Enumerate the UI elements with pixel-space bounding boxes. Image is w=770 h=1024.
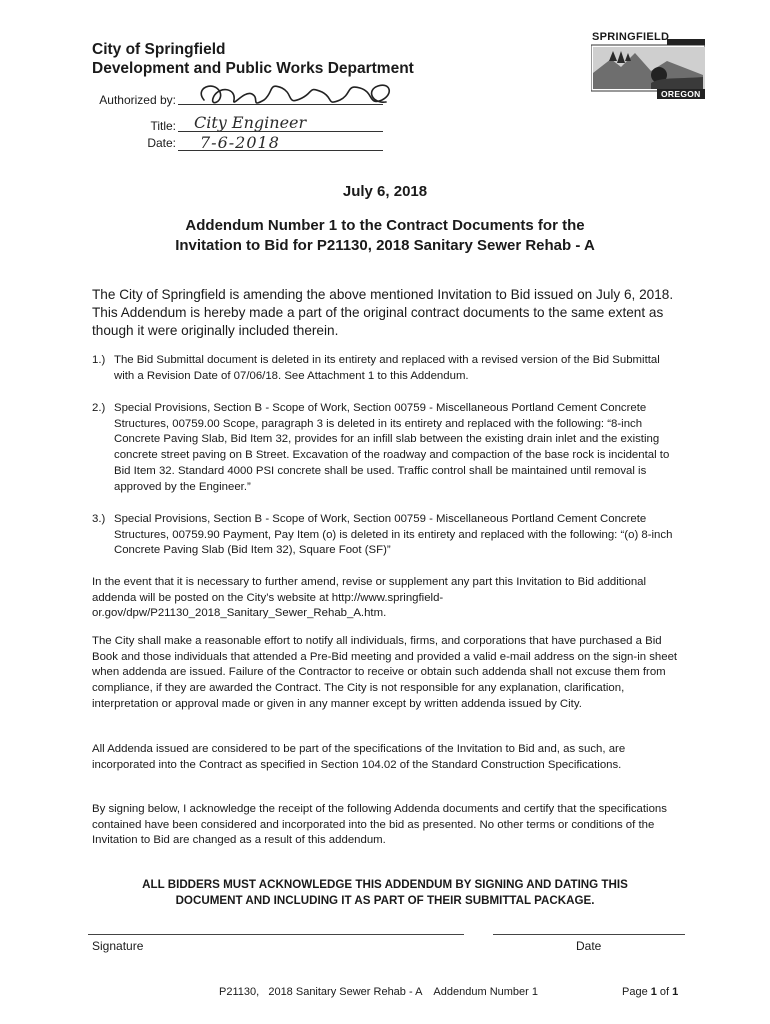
notification-paragraph: The City shall make a reasonable effort to notify all individuals, firms, and corporations that have purchased a Bid Book and those individuals that attended a Pre-Bid meeting and provided a valid e-mail address on the sign-in sheet when addenda are issued. Failure of the Contractor to receive or obtain such addenda shall not excuse them from compliance, if they are awarded the Contract. The City is not responsible for any explanation, clarification, interpretation or approval made or given in any manner except by written addenda issued by City. [92,635,678,710]
signing-paragraph: By signing below, I acknowledge the receipt of the following Addenda documents and certify that the specifications contained have been considered and incorporated into the bid as presented. No other terms or conditions of the Invitation to Bid are changed as a result of this addendum. [92,803,667,847]
bidders-notice-line-1: ALL BIDDERS MUST ACKNOWLEDGE THIS ADDENDUM BY SIGNING AND DATING THIS [142,878,628,891]
date-value: 7-6-2018 [200,133,280,152]
org-header [92,40,414,78]
document-date: July 6, 2018 [342,183,428,200]
item-number: 1.) [92,354,106,366]
date-sign-label: Date [576,939,602,953]
addendum-item-1 [92,353,682,384]
logo-text-oregon: OREGON [661,89,701,99]
handwritten-signature [190,78,410,114]
document-title-line-2: Invitation to Bid for P21130, 2018 Sanitary Sewer Rehab - A [175,237,595,254]
item-number: 2.) [92,402,106,414]
item-number: 3.) [92,513,106,525]
signature-label: Signature [92,939,144,953]
springfield-oregon-logo [591,31,705,99]
website-paragraph: In the event that it is necessary to further amend, revise or supplement any part this Invitation to Bid additional addenda will be posted on the City’s website at http://www.springfield-or.gov/dpw/P21130_2018_Sanitary_Sewer_Rehab_A.htm. [92,576,647,620]
addendum-item-3 [92,512,682,559]
footer-text: P21130, 2018 Sanitary Sewer Rehab - A Addendum Number 1 [219,986,538,998]
item-text: Special Provisions, Section B - Scope of Work, Section 00759 - Miscellaneous Portland Cement Concrete Structures, 00759.00 Scope, paragraph 3 is deleted in its entirety and replaced with the following: “8-inch Concrete Paving Slab, Bid Item 32, provides for an infill slab between the existing drain inlet and the existing concrete street paving on B Street. Excavation of the roadway and compaction of the base rock is incidental to Bid Item 32. Standard 4000 PSI concrete shall be used. Traffic control shall be maintained until removal is approved by the Engineer.” [114,402,670,493]
page-total: 1 [672,986,679,998]
page-current: 1 [650,986,657,998]
document-title-line-1: Addendum Number 1 to the Contract Documents for the [185,217,585,234]
page-of: of [656,986,673,998]
item-text: Special Provisions, Section B - Scope of Work, Section 00759 - Miscellaneous Portland Cement Concrete Structures, 00759.90 Payment, Pay Item (o) is deleted in its entirety and replaced with the following: “(o) 8-inch Concrete Paving Slab (Bid Item 32), Square Foot (SF)” [114,513,673,557]
item-text: The Bid Submittal document is deleted in its entirety and replaced with a revised version of the Bid Submittal with a Revision Date of 07/06/18. See Attachment 1 to this Addendum. [114,354,660,382]
bidders-notice [40,877,730,909]
org-name: City of Springfield [92,41,226,58]
title-label: Title: [150,119,176,133]
title-value: City Engineer [194,113,307,132]
document-title [40,216,730,256]
logo-text-springfield: SPRINGFIELD [592,31,670,43]
authorized-by-label: Authorized by: [99,93,176,107]
addendum-item-2 [92,401,682,495]
page-number [622,986,678,998]
bidders-notice-line-2: DOCUMENT AND INCLUDING IT AS PART OF THEIR SUBMITTAL PACKAGE. [175,894,595,907]
intro-paragraph: The City of Springfield is amending the above mentioned Invitation to Bid issued on July 6, 2018. This Addendum is hereby made a part of the original contract documents to the same extent as though it were originally included therein. [92,287,674,338]
department-name: Development and Public Works Department [92,60,414,77]
date-label: Date: [147,136,176,150]
page-prefix: Page [622,986,651,998]
addenda-paragraph: All Addenda issued are considered to be part of the specifications of the Invitation to Bid and, as such, are incorporated into the Contract as specified in Section 104.02 of the Standard Construction Specifications. [92,743,626,771]
date-sign-line [493,934,685,935]
signature-line [88,934,464,935]
